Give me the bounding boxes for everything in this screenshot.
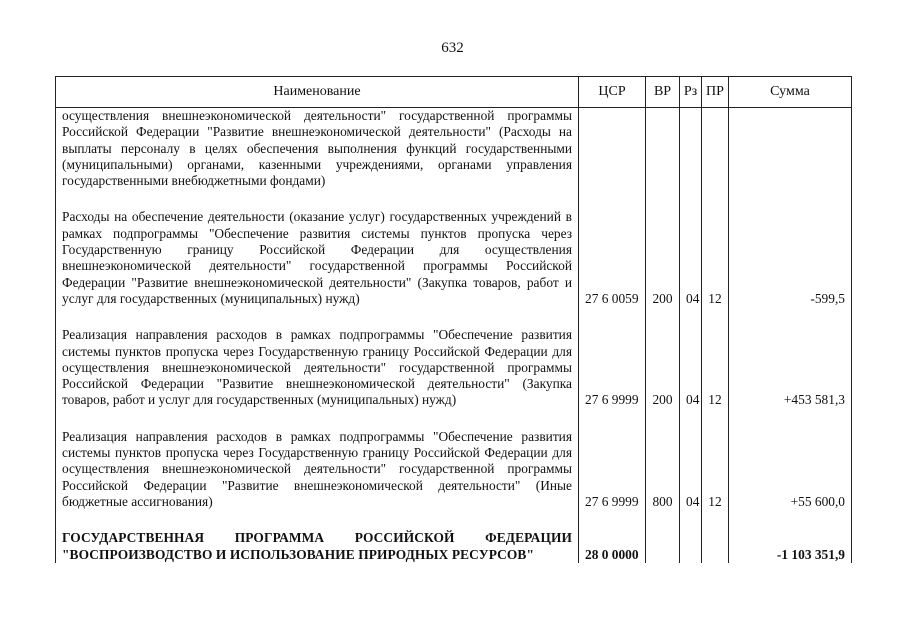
- table-row: [56, 209, 852, 307]
- row-name: Реализация направления расходов в рамках подпрограммы "Обеспечение развития системы пунктов пропуска через Государственную границу Российской Федерации для осуществления внешнеэкономической деятельности" государственной программы Российской Федерации "Развитие внешнеэкономической деятельности" (Иные бюджетные ассигнования): [56, 429, 579, 510]
- row-vr: [646, 530, 680, 563]
- row-vr: 200: [646, 327, 680, 408]
- page-number: 632: [441, 40, 464, 56]
- row-sum: -599,5: [729, 209, 852, 307]
- budget-table: [55, 76, 852, 563]
- row-name: Расходы на обеспечение деятельности (оказание услуг) государственных учреждений в рамках подпрограммы "Обеспечение развития системы пунктов пропуска через Государственную границу Российской Федерации для осуществления внешнеэкономической деятельности" государственной программы Российской Федерации "Развитие внешнеэкономической деятельности" (Закупка товаров, работ и услуг для государственных (муниципальных) нужд): [56, 209, 579, 307]
- header-sum: Сумма: [729, 77, 852, 108]
- row-pr: [702, 530, 729, 563]
- header-pr: ПР: [702, 77, 729, 108]
- row-vr: [646, 108, 680, 190]
- row-sum: -1 103 351,9: [729, 530, 852, 563]
- table-row: [56, 327, 852, 408]
- row-gap: [56, 307, 852, 327]
- row-pr: 12: [702, 429, 729, 510]
- row-vr: 800: [646, 429, 680, 510]
- row-pr: 12: [702, 209, 729, 307]
- header-name: Наименование: [56, 77, 579, 108]
- header-vr: ВР: [646, 77, 680, 108]
- row-pr: 12: [702, 327, 729, 408]
- row-pr: [702, 108, 729, 190]
- row-gap: [56, 189, 852, 209]
- row-sum: +453 581,3: [729, 327, 852, 408]
- row-rz: [680, 108, 702, 190]
- row-csr: 28 0 0000: [579, 530, 646, 563]
- header-rz: Рз: [680, 77, 702, 108]
- table-header: [56, 77, 852, 108]
- row-csr: 27 6 9999: [579, 327, 646, 408]
- row-vr: 200: [646, 209, 680, 307]
- row-name: ГОСУДАРСТВЕННАЯ ПРОГРАММА РОССИЙСКОЙ ФЕДЕРАЦИИ "ВОСПРОИЗВОДСТВО И ИСПОЛЬЗОВАНИЕ ПРИРОДНЫХ РЕСУРСОВ": [56, 530, 579, 563]
- row-rz: [680, 530, 702, 563]
- row-gap: [56, 510, 852, 530]
- row-sum: [729, 108, 852, 190]
- row-csr: 27 6 0059: [579, 209, 646, 307]
- row-csr: 27 6 9999: [579, 429, 646, 510]
- row-csr: [579, 108, 646, 190]
- table-row: [56, 108, 852, 190]
- table-row-program-total: [56, 530, 852, 563]
- row-name: осуществления внешнеэкономической деятельности" государственной программы Российской Федерации "Развитие внешнеэкономической деятельности" (Расходы на выплаты персоналу в целях обеспечения выполнения функций государственными (муниципальными) органами, казенными учреждениями, органами управления государственными внебюджетными фондами): [56, 108, 579, 190]
- header-csr: ЦСР: [579, 77, 646, 108]
- table-row: [56, 429, 852, 510]
- row-rz: 04: [680, 327, 702, 408]
- row-rz: 04: [680, 209, 702, 307]
- row-rz: 04: [680, 429, 702, 510]
- row-gap: [56, 409, 852, 429]
- row-sum: +55 600,0: [729, 429, 852, 510]
- row-name: Реализация направления расходов в рамках подпрограммы "Обеспечение развития системы пунктов пропуска через Государственную границу Российской Федерации для осуществления внешнеэкономической деятельности" государственной программы Российской Федерации "Развитие внешнеэкономической деятельности" (Закупка товаров, работ и услуг для государственных (муниципальных) нужд): [56, 327, 579, 408]
